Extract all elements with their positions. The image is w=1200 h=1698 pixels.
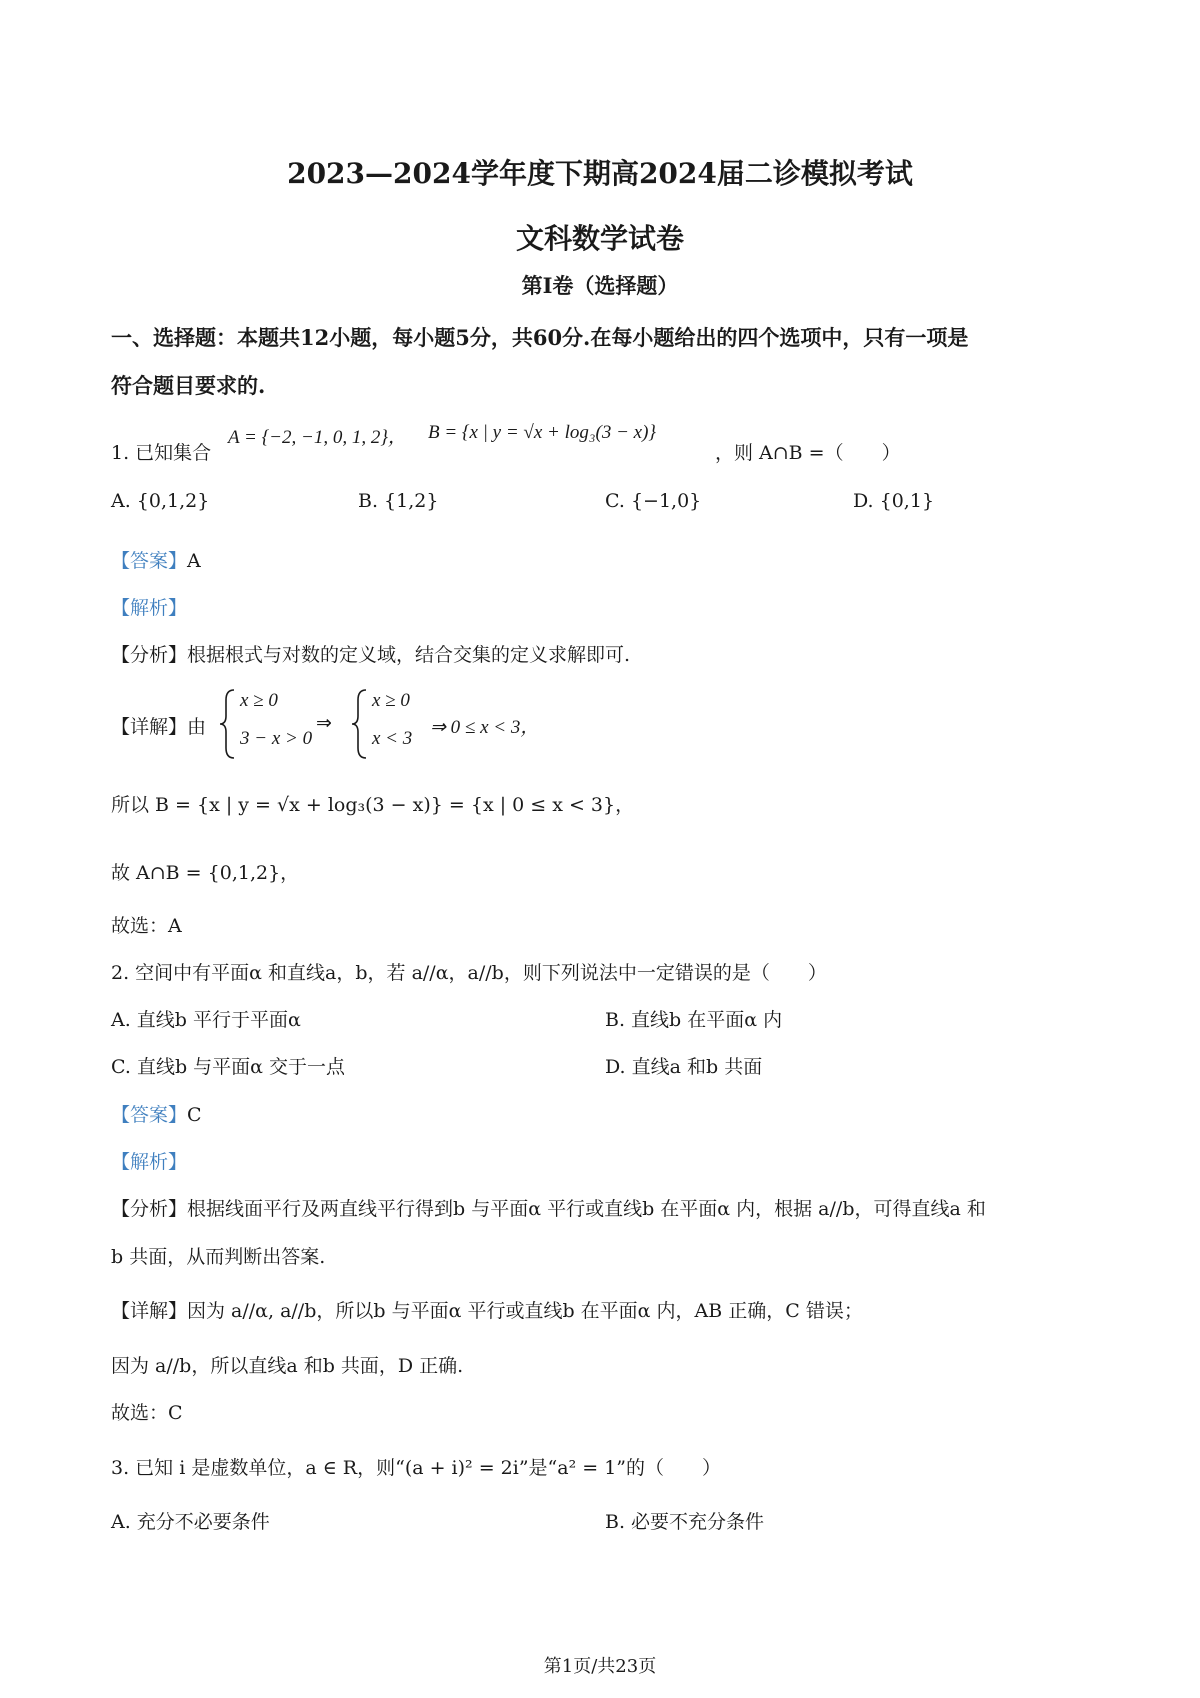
q1-result1: ⇒ 0 ≤ x < 3， <box>430 717 540 738</box>
q2-choice: 故选：C <box>111 1402 183 1424</box>
q2-answer <box>111 1100 202 1127</box>
q1-stem-prefix: 1. 已知集合 <box>111 442 212 464</box>
q2-detail-line2: 因为 a//b，所以直线a 和b 共面，D 正确. <box>111 1355 464 1377</box>
answer-value: A <box>187 550 201 572</box>
q2-analysis-label: 【解析】 <box>111 1151 188 1173</box>
section-intro-line2: 符合题目要求的. <box>111 373 266 398</box>
left-brace-2 <box>350 688 370 760</box>
q3-option-a: A. 充分不必要条件 <box>111 1511 270 1533</box>
q1-stem <box>111 438 211 465</box>
q1-line-b: 所以 B = {x | y = √x + log₃(3 − x)} = {x | 0 ≤ x < 3}， <box>111 794 635 816</box>
q2-fenxi-line2: b 共面，从而判断出答案. <box>111 1246 326 1268</box>
q2-option-d: D. 直线a 和b 共面 <box>605 1056 763 1078</box>
sys2-row1: x ≥ 0 <box>372 690 410 711</box>
q1-answer <box>111 546 201 573</box>
q2-stem: 2. 空间中有平面α 和直线a，b，若 a//α，a//b，则下列说法中一定错误的是（ ） <box>111 962 827 984</box>
q1-option-a: A. {0,1,2} <box>111 490 210 512</box>
q1-line-intersection: 故 A∩B = {0,1,2}， <box>111 862 300 884</box>
q2-option-b: B. 直线b 在平面α 内 <box>605 1009 783 1031</box>
q1-set-b: B = {x | y = √x + log₃(3 − x)} <box>428 422 657 443</box>
answer-label: 【答案】 <box>111 1104 188 1126</box>
left-brace-1 <box>218 688 238 760</box>
answer-value: C <box>187 1104 202 1126</box>
answer-label: 【答案】 <box>111 550 188 572</box>
q2-detail-line1: 【详解】因为 a//α, a//b，所以b 与平面α 平行或直线b 在平面α 内，AB 正确，C 错误； <box>111 1300 863 1322</box>
q2-fenxi-line1: 【分析】根据线面平行及两直线平行得到b 与平面α 平行或直线b 在平面α 内，根据 a//b，可得直线a 和 <box>111 1198 986 1220</box>
sys2-row2: x < 3 <box>372 728 413 749</box>
exam-subtitle: 文科数学试卷 <box>515 222 684 255</box>
implies-arrow: ⇒ <box>316 713 332 734</box>
q2-option-a: A. 直线b 平行于平面α <box>111 1009 301 1031</box>
q1-stem-suffix: ，则 A∩B =（ ） <box>715 442 901 464</box>
page-footer: 第1页/共23页 <box>543 1656 657 1677</box>
volume-heading: 第I卷（选择题） <box>521 273 679 298</box>
q1-detail-label: 【详解】由 <box>111 716 207 738</box>
q1-set-a: A = {−2, −1, 0, 1, 2}， <box>228 427 407 448</box>
sys1-row1: x ≥ 0 <box>240 690 278 711</box>
q1-option-b: B. {1,2} <box>358 490 439 512</box>
section-intro-line1: 一、选择题：本题共12小题，每小题5分，共60分.在每小题给出的四个选项中，只有一项是 <box>111 325 969 350</box>
exam-title: 2023—2024学年度下期高2024届二诊模拟考试 <box>287 157 913 190</box>
q1-choice: 故选：A <box>111 915 182 937</box>
q1-analysis-label: 【解析】 <box>111 597 188 619</box>
q2-option-c: C. 直线b 与平面α 交于一点 <box>111 1056 346 1078</box>
sys1-row2: 3 − x > 0 <box>240 728 313 749</box>
q3-stem: 3. 已知 i 是虚数单位，a ∈ R，则“(a + i)² = 2i”是“a² = 1”的（ ） <box>111 1457 721 1479</box>
q1-option-d: D. {0,1} <box>853 490 935 512</box>
q1-fenxi: 【分析】根据根式与对数的定义域，结合交集的定义求解即可. <box>111 644 631 666</box>
q1-option-c: C. {−1,0} <box>605 490 702 512</box>
q3-option-b: B. 必要不充分条件 <box>605 1511 765 1533</box>
